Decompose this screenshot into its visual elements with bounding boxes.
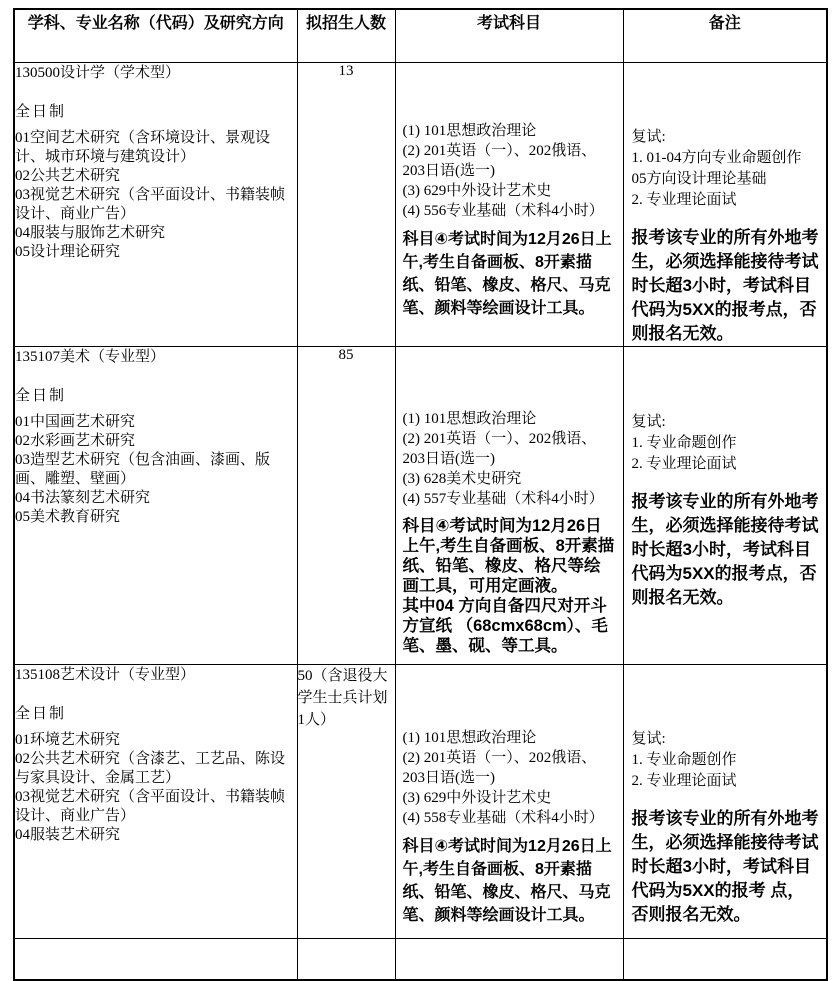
retest-line: 2. 专业理论面试	[631, 192, 737, 208]
retest-list	[632, 412, 821, 475]
research-direction: 03视觉艺术研究（含平面设计、书籍装帧设计、商业广告）	[15, 789, 286, 824]
study-mode: 全日制	[15, 104, 67, 120]
exam-subject: (1) 101思想政治理论	[402, 123, 537, 139]
program-title: 135107美术（专业型）	[15, 349, 166, 365]
empty-cell	[14, 939, 297, 981]
exam-subjects-cell	[395, 347, 623, 665]
retest-line: 复试:	[631, 414, 666, 430]
research-direction: 01空间艺术研究（含环境设计、景观设计、城市环境与建筑设计）	[15, 130, 271, 165]
empty-cell	[395, 939, 623, 981]
exam-subjects-cell	[395, 665, 623, 939]
study-mode: 全日制	[15, 388, 67, 404]
program-cell	[14, 63, 297, 347]
exam-subject: (3) 628美术史研究	[402, 471, 522, 487]
program-title: 130500设计学（学术型）	[15, 65, 181, 81]
remarks-cell	[623, 665, 827, 939]
exam-note	[403, 835, 617, 927]
retest-list	[632, 127, 821, 211]
remark-note-line: 报考该专业的所有外地考生，必须选择能接待考试时长超3小时，考试科目代码为5XX的报考点，否则报名无效。	[631, 228, 819, 343]
program-title: 135108艺术设计（专业型）	[15, 667, 196, 683]
column-header-exam-subjects: 考试科目	[395, 9, 623, 63]
research-direction: 03造型艺术研究（包含油画、漆画、版画、雕塑、壁画）	[15, 452, 271, 487]
research-directions	[15, 731, 297, 845]
column-header-remarks: 备注	[623, 9, 827, 63]
table-header-row	[14, 9, 827, 63]
enrollment-count: 13	[338, 63, 354, 79]
program-cell	[14, 665, 297, 939]
remark-note	[632, 226, 821, 346]
remark-note	[632, 490, 821, 610]
exam-subject: (1) 101思想政治理论	[402, 730, 537, 746]
exam-subject-list	[403, 121, 617, 221]
remarks-cell	[623, 347, 827, 665]
exam-subject: (4) 556专业基础（术科4小时）	[402, 203, 604, 219]
retest-line: 1. 专业命题创作	[631, 752, 737, 768]
exam-subject-list	[403, 409, 617, 509]
retest-line: 2. 专业理论面试	[631, 773, 737, 789]
column-header-enrollment: 拟招生人数	[297, 9, 395, 63]
research-direction: 02公共艺术研究（含漆艺、工艺品、陈设与家具设计、金属工艺）	[15, 751, 286, 786]
research-direction: 02公共艺术研究	[15, 168, 121, 184]
exam-subject: (1) 101思想政治理论	[402, 411, 537, 427]
exam-subject: (3) 629中外设计艺术史	[402, 790, 552, 806]
exam-subject: (2) 201英语（一）、202俄语、203日语(选一)	[402, 143, 597, 179]
study-mode: 全日制	[15, 706, 67, 722]
research-direction: 02水彩画艺术研究	[15, 433, 136, 449]
retest-line: 2. 专业理论面试	[631, 456, 737, 472]
research-direction: 05美术教育研究	[15, 509, 121, 525]
admissions-table	[13, 8, 828, 981]
retest-line: 1. 专业命题创作	[631, 435, 737, 451]
research-direction: 05设计理论研究	[15, 244, 121, 260]
exam-subject-list	[403, 728, 617, 828]
empty-cell	[297, 939, 395, 981]
exam-note	[403, 516, 617, 656]
research-directions	[15, 129, 297, 262]
research-direction: 01中国画艺术研究	[15, 414, 136, 430]
exam-subject: (4) 558专业基础（术科4小时）	[402, 810, 604, 826]
research-direction: 04书法篆刻艺术研究	[15, 490, 151, 506]
remarks-cell	[623, 63, 827, 347]
exam-note-line: 科目④考试时间为12月26日上午,考生自备画板、8开素描纸、铅笔、橡皮、格尺、马克笔、颜料等绘画设计工具。	[402, 231, 612, 317]
enrollment-cell	[297, 347, 395, 665]
exam-subject: (2) 201英语（一）、202俄语、203日语(选一)	[402, 750, 597, 786]
research-direction: 04服装与服饰艺术研究	[15, 225, 166, 241]
column-header-program: 学科、专业名称（代码）及研究方向	[14, 9, 297, 63]
retest-line: 复试:	[631, 731, 666, 747]
table-row	[14, 665, 827, 939]
research-directions	[15, 413, 297, 527]
enrollment-count: 85	[338, 347, 354, 363]
exam-note-line: 其中04 方向自备四尺对开斗方宣纸 （68cmx68cm）、毛笔、墨、砚、等工具。	[402, 597, 608, 655]
exam-subject: (2) 201英语（一）、202俄语、203日语(选一)	[402, 431, 597, 467]
exam-subject: (4) 557专业基础（术科4小时）	[402, 491, 604, 507]
partial-next-row	[14, 939, 827, 981]
document-page	[13, 8, 828, 981]
research-direction: 03视觉艺术研究（含平面设计、书籍装帧设计、商业广告）	[15, 187, 286, 222]
enrollment-count: 50（含退役大学生士兵计划1人）	[297, 668, 388, 728]
exam-note	[403, 228, 617, 320]
exam-subject: (3) 629中外设计艺术史	[402, 183, 552, 199]
remark-note	[632, 807, 821, 927]
exam-subjects-cell	[395, 63, 623, 347]
table-row	[14, 63, 827, 347]
exam-note-line: 科目④考试时间为12月26日上午,考生自备画板、8开素描纸、铅笔、橡皮、格尺等绘画工具，可用定画液。	[402, 517, 615, 595]
program-cell	[14, 347, 297, 665]
remark-note-line: 报考该专业的所有外地考生，必须选择能接待考试时长超3小时，考试科目代码为5XX的报考点，否则报名无效。	[631, 492, 819, 607]
retest-line: 05方向设计理论基础	[631, 171, 767, 187]
table-row	[14, 347, 827, 665]
retest-line: 复试:	[631, 129, 666, 145]
retest-list	[632, 729, 821, 792]
enrollment-cell	[297, 665, 395, 939]
retest-line: 1. 01-04方向专业命题创作	[631, 150, 802, 166]
empty-cell	[623, 939, 827, 981]
remark-note-line: 报考该专业的所有外地考生，必须选择能接待考试时长超3小时，考试科目代码为5XX的报考 点，否则报名无效。	[631, 809, 819, 924]
research-direction: 04服装艺术研究	[15, 827, 121, 843]
enrollment-cell	[297, 63, 395, 347]
exam-note-line: 科目④考试时间为12月26日上午,考生自备画板、8开素描纸、铅笔、橡皮、格尺、马克笔、颜料等绘画设计工具。	[402, 838, 612, 924]
research-direction: 01环境艺术研究	[15, 732, 121, 748]
